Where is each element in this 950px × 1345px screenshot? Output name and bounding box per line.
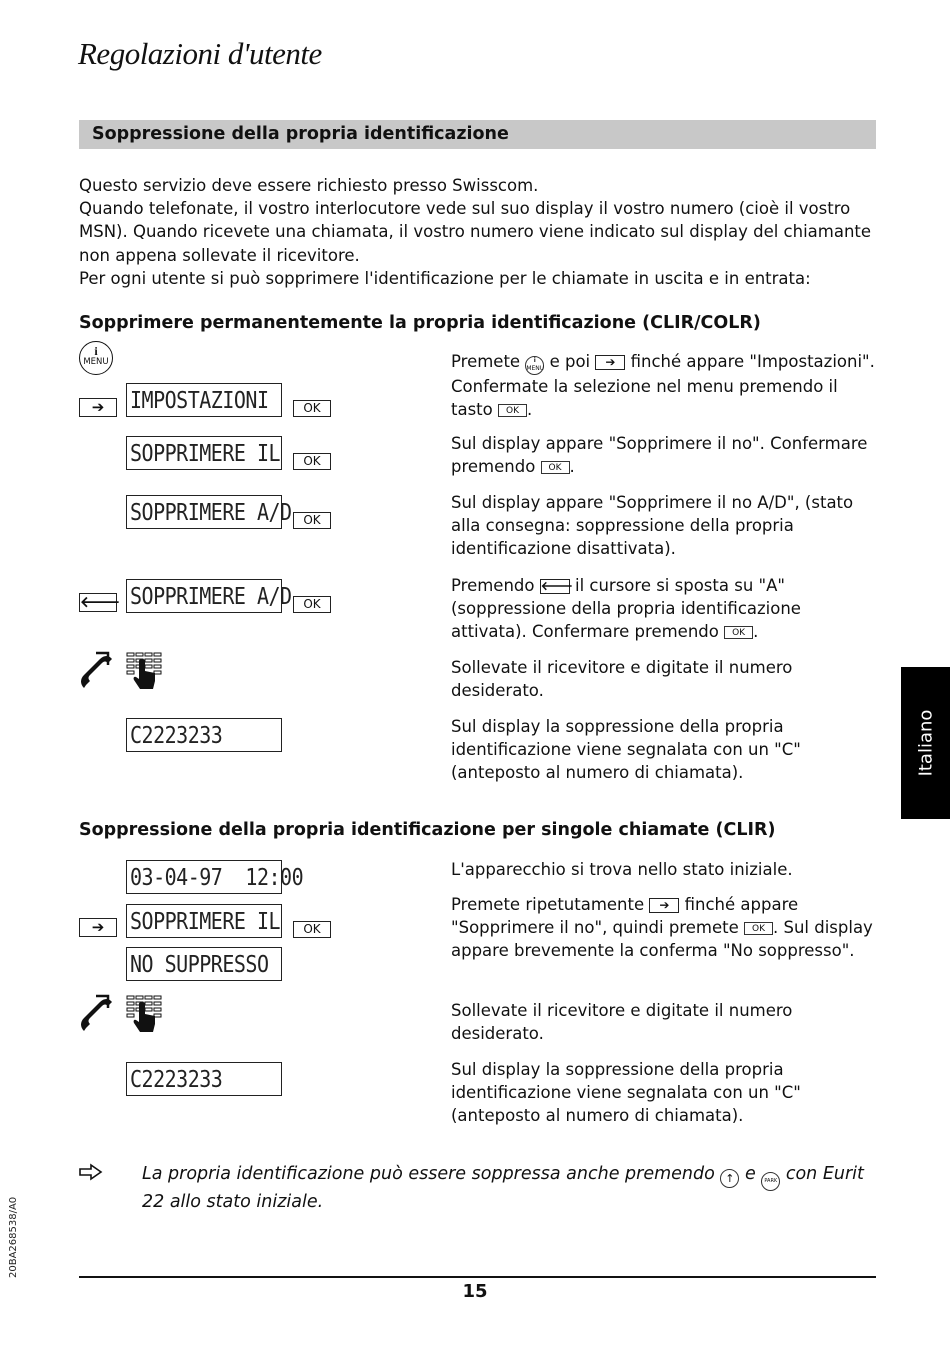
ok-key: OK — [293, 400, 331, 417]
lcd-display — [126, 1062, 282, 1096]
step-description — [451, 893, 881, 963]
lcd-display — [126, 579, 292, 613]
ok-key: OK — [293, 512, 331, 529]
step-text: . Sul display appare brevemente la conferma "No soppresso". — [451, 918, 873, 961]
step-description: Sollevate il ricevitore e digitate il numero desiderato. — [451, 658, 793, 701]
ok-key: OK — [293, 453, 331, 470]
handset-icon — [78, 994, 114, 1032]
lcd-display — [126, 947, 282, 981]
step-text: e poi — [544, 352, 596, 371]
document-code: 20BA268538/A0 — [8, 1196, 19, 1278]
ok-key: OK — [744, 922, 773, 935]
note-part: con Eurit 22 allo stato iniziale. — [142, 1164, 864, 1212]
keypad-icon — [125, 994, 165, 1036]
lcd-display — [126, 436, 282, 470]
lcd-text: SOPPRIMERE A/D — [130, 498, 292, 526]
right-arrow-key: ➔ — [649, 898, 679, 913]
intro-paragraph: Per ogni utente si può sopprimere l'identificazione per le chiamate in uscita e in entrata: — [79, 268, 811, 288]
lcd-display — [126, 495, 292, 529]
step-description: Sollevate il ricevitore e digitate il numero desiderato. — [451, 1001, 793, 1044]
ok-key: OK — [293, 921, 331, 938]
step-description: Sul display la soppressione della propria identificazione viene segnalata con un "C" (anteposto al numero di chiamata). — [451, 1060, 801, 1126]
step-description: Sul display appare "Sopprimere il no A/D", (stato alla consegna: soppressione della propria identificazione disattivata). — [451, 493, 854, 559]
left-arrow-key: 🡐 — [80, 593, 121, 611]
perm-heading: Sopprimere permanentemente la propria identificazione (CLIR/COLR) — [79, 313, 761, 333]
step-text: Sul display appare "Sopprimere il no". Confermare premendo — [451, 434, 868, 477]
lcd-text: NO SUPPRESSO — [130, 950, 269, 978]
handset-icon — [78, 651, 114, 689]
lcd-text: SOPPRIMERE A/D — [130, 582, 292, 610]
menu-key-label: MENU — [526, 365, 545, 372]
language-tab-label: Italiano — [915, 709, 936, 777]
section-header — [79, 120, 876, 149]
lcd-text: 03-04-97 12:00 — [130, 863, 304, 891]
right-arrow-key: ➔ — [79, 918, 117, 937]
lcd-text: C2223233 — [130, 1065, 223, 1093]
keypad-icon — [125, 651, 165, 693]
lcd-display — [126, 718, 282, 752]
ok-key: OK — [498, 404, 527, 417]
arrow-up-key-icon: ↑ — [720, 1169, 739, 1188]
intro-paragraph: Questo servizio deve essere richiesto presso Swisscom. — [79, 176, 539, 195]
page-number: 15 — [462, 1281, 488, 1302]
intro-text — [79, 174, 879, 290]
section-title: Soppressione della propria identificazione — [92, 124, 509, 144]
step-text: Premete ripetutamente — [451, 895, 650, 914]
ok-key: OK — [541, 461, 570, 474]
page-title: Regolazioni d'utente — [78, 36, 322, 71]
footer-divider — [79, 1276, 876, 1278]
step-text: Premete — [451, 352, 526, 371]
left-arrow-key: 🡐 — [540, 579, 573, 593]
menu-key-top: i — [533, 357, 536, 364]
menu-key-icon — [525, 356, 544, 375]
step-text: Premendo — [451, 576, 540, 595]
single-heading: Soppressione della propria identificazione per singole chiamate (CLIR) — [79, 820, 776, 840]
language-tab — [901, 667, 950, 819]
step-description — [451, 432, 881, 478]
step-text: finché appare "Impostazioni". Confermate la selezione nel menu premendo il tasto — [451, 352, 875, 420]
note-hand-icon — [79, 1163, 103, 1181]
note-text — [142, 1163, 882, 1215]
lcd-display — [126, 904, 282, 938]
step-description: L'apparecchio si trova nello stato iniziale. — [451, 860, 793, 879]
step-description — [451, 574, 881, 644]
step-text: . — [753, 622, 759, 642]
right-arrow-key: ➔ — [595, 355, 625, 370]
step-text: . — [527, 400, 533, 420]
step-text: . — [569, 457, 575, 477]
intro-paragraph: Quando telefonate, il vostro interlocutore vede sul suo display il vostro numero (cioè il vostro MSN). Quando ricevete una chiamata, il vostro numero viene indicato sul display del chiamante non appena sollevate il ricevitore. — [79, 199, 872, 265]
note-part: La propria identificazione può essere soppressa anche premendo — [142, 1164, 721, 1184]
lcd-text: SOPPRIMERE IL — [130, 907, 281, 935]
menu-key-label: MENU — [83, 357, 109, 367]
step-description — [451, 350, 881, 421]
lcd-text: SOPPRIMERE IL — [130, 439, 281, 467]
note-part: e — [739, 1164, 762, 1184]
step-text: finché appare "Sopprimere il no", quindi premete — [451, 895, 799, 938]
step-description: Sul display la soppressione della propria identificazione viene segnalata con un "C" (anteposto al numero di chiamata). — [451, 717, 801, 783]
park-key-icon: PARK — [761, 1172, 780, 1191]
menu-key-top: i — [94, 344, 98, 358]
lcd-display — [126, 860, 304, 894]
lcd-text: C2223233 — [130, 721, 223, 749]
ok-key: OK — [724, 626, 753, 639]
ok-key: OK — [293, 596, 331, 613]
lcd-text: IMPOSTAZIONI — [130, 386, 269, 414]
lcd-display — [126, 383, 282, 417]
step-text: il cursore si sposta su "A" (soppressione della propria identificazione attivata). Confermare premendo — [451, 576, 801, 642]
right-arrow-key: ➔ — [79, 398, 117, 417]
menu-key-icon — [79, 341, 113, 375]
